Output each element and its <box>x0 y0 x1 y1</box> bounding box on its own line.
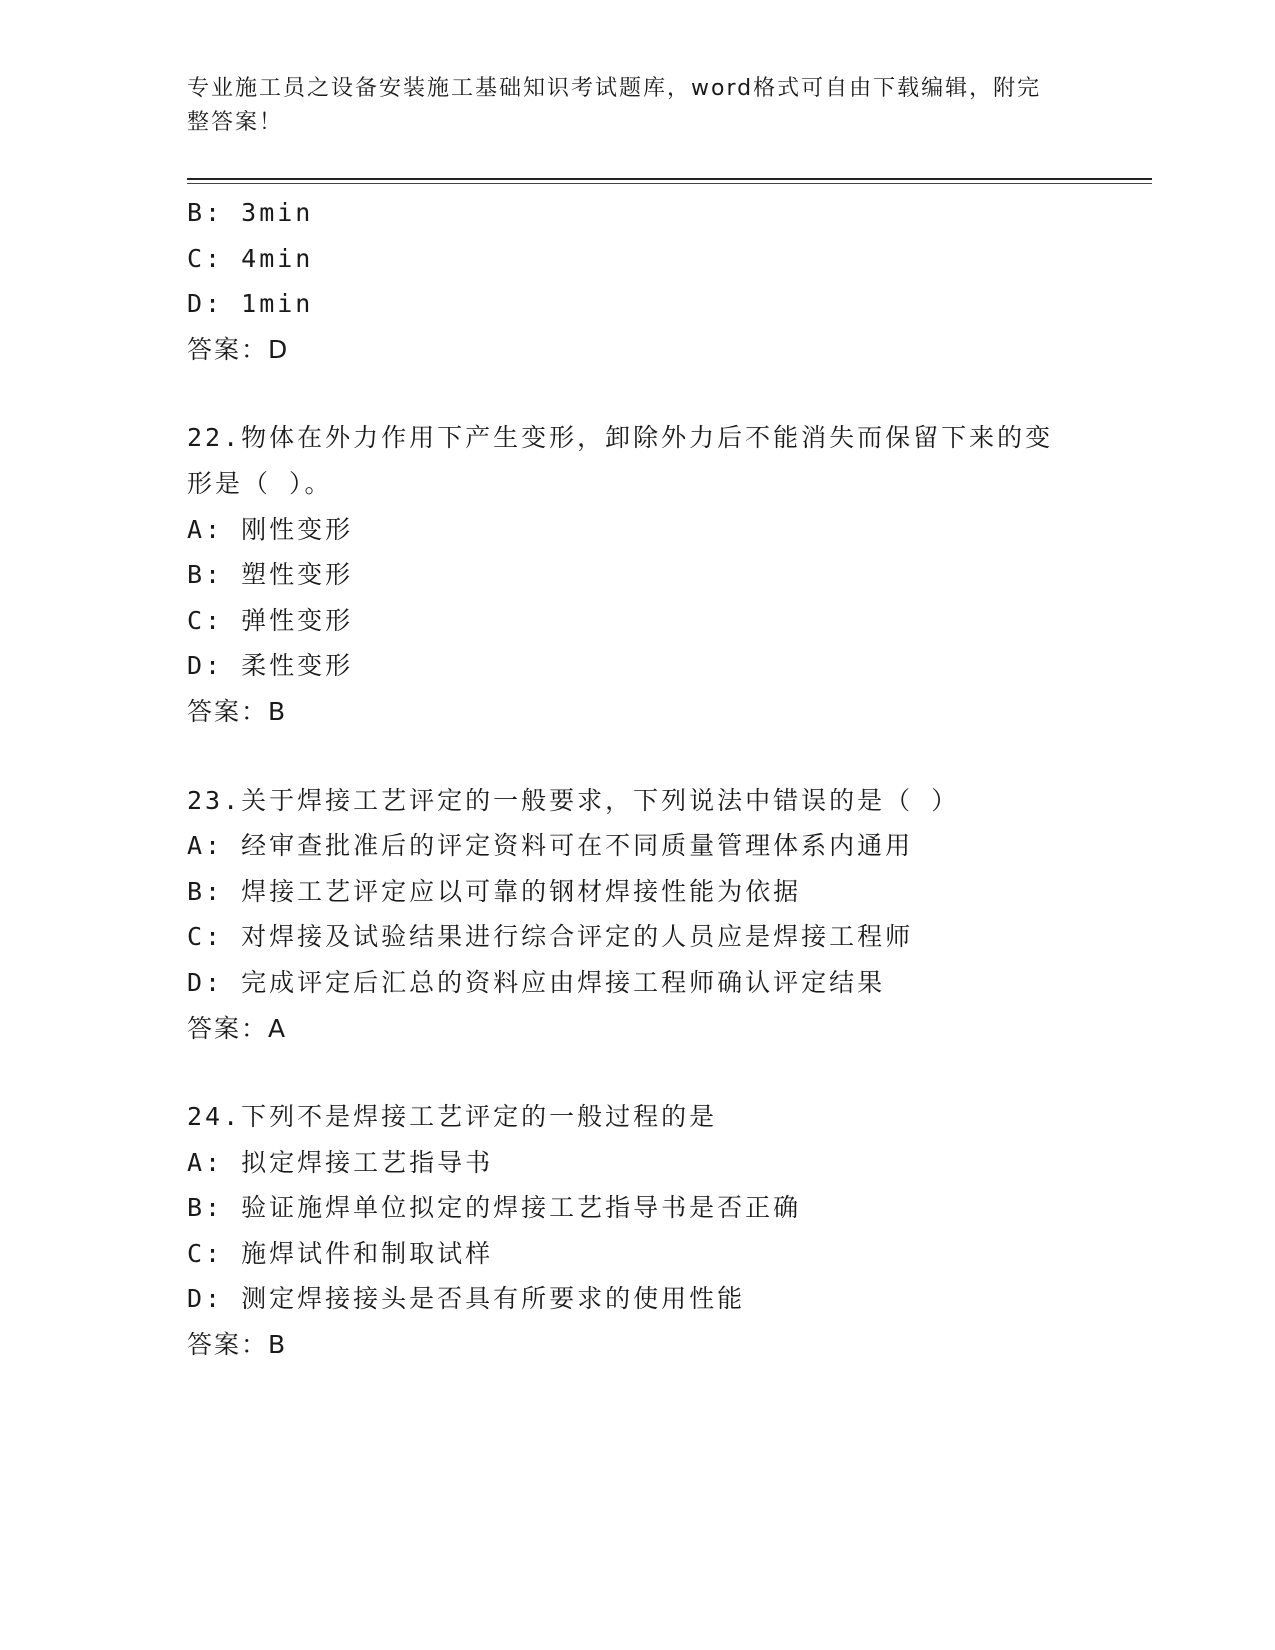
question-24 <box>187 1094 1087 1368</box>
option-b: B: 3min <box>187 198 314 227</box>
option-a: A: 拟定焊接工艺指导书 <box>187 1147 494 1177</box>
option-d: D: 1min <box>187 289 314 319</box>
option-c: C: 4min <box>187 243 314 273</box>
question-list <box>187 190 1087 1368</box>
header-rule-thin <box>187 183 1152 184</box>
option-c: C: 对焊接及试验结果进行综合评定的人员应是焊接工程师 <box>187 922 914 952</box>
option-a: A: 经审查批准后的评定资料可在不同质量管理体系内通用 <box>187 831 914 861</box>
answer: 答案：D <box>187 334 290 364</box>
question-stem-line-1: 22.物体在外力作用下产生变形，卸除外力后不能消失而保留下来的变 <box>187 423 1054 453</box>
document-header <box>187 72 1067 140</box>
header-line-1: 专业施工员之设备安装施工基础知识考试题库，word格式可自由下载编辑，附完 <box>187 76 1042 101</box>
option-b: B: 塑性变形 <box>187 560 354 590</box>
question-stem: 23.关于焊接工艺评定的一般要求，下列说法中错误的是（ ） <box>187 785 960 815</box>
question-stem <box>187 415 1067 506</box>
header-line-2: 整答案！ <box>187 110 284 135</box>
option-a: A: 刚性变形 <box>187 514 354 544</box>
answer: 答案：B <box>187 1330 288 1360</box>
option-d: D: 测定焊接接头是否具有所要求的使用性能 <box>187 1284 746 1314</box>
option-d: D: 柔性变形 <box>187 651 354 681</box>
question-22 <box>187 415 1087 734</box>
question-stem-line-2: 形是（ ）。 <box>187 468 333 498</box>
answer: 答案：B <box>187 696 288 726</box>
question-21-tail <box>187 190 1087 372</box>
option-c: C: 施焊试件和制取试样 <box>187 1238 494 1268</box>
answer: 答案：A <box>187 1013 288 1043</box>
option-c: C: 弹性变形 <box>187 605 354 635</box>
question-stem: 24.下列不是焊接工艺评定的一般过程的是 <box>187 1102 718 1132</box>
header-rule-thick <box>187 178 1152 180</box>
question-23 <box>187 778 1087 1052</box>
option-b: B: 焊接工艺评定应以可靠的钢材焊接性能为依据 <box>187 876 802 906</box>
option-b: B: 验证施焊单位拟定的焊接工艺指导书是否正确 <box>187 1193 802 1223</box>
option-d: D: 完成评定后汇总的资料应由焊接工程师确认评定结果 <box>187 967 886 997</box>
